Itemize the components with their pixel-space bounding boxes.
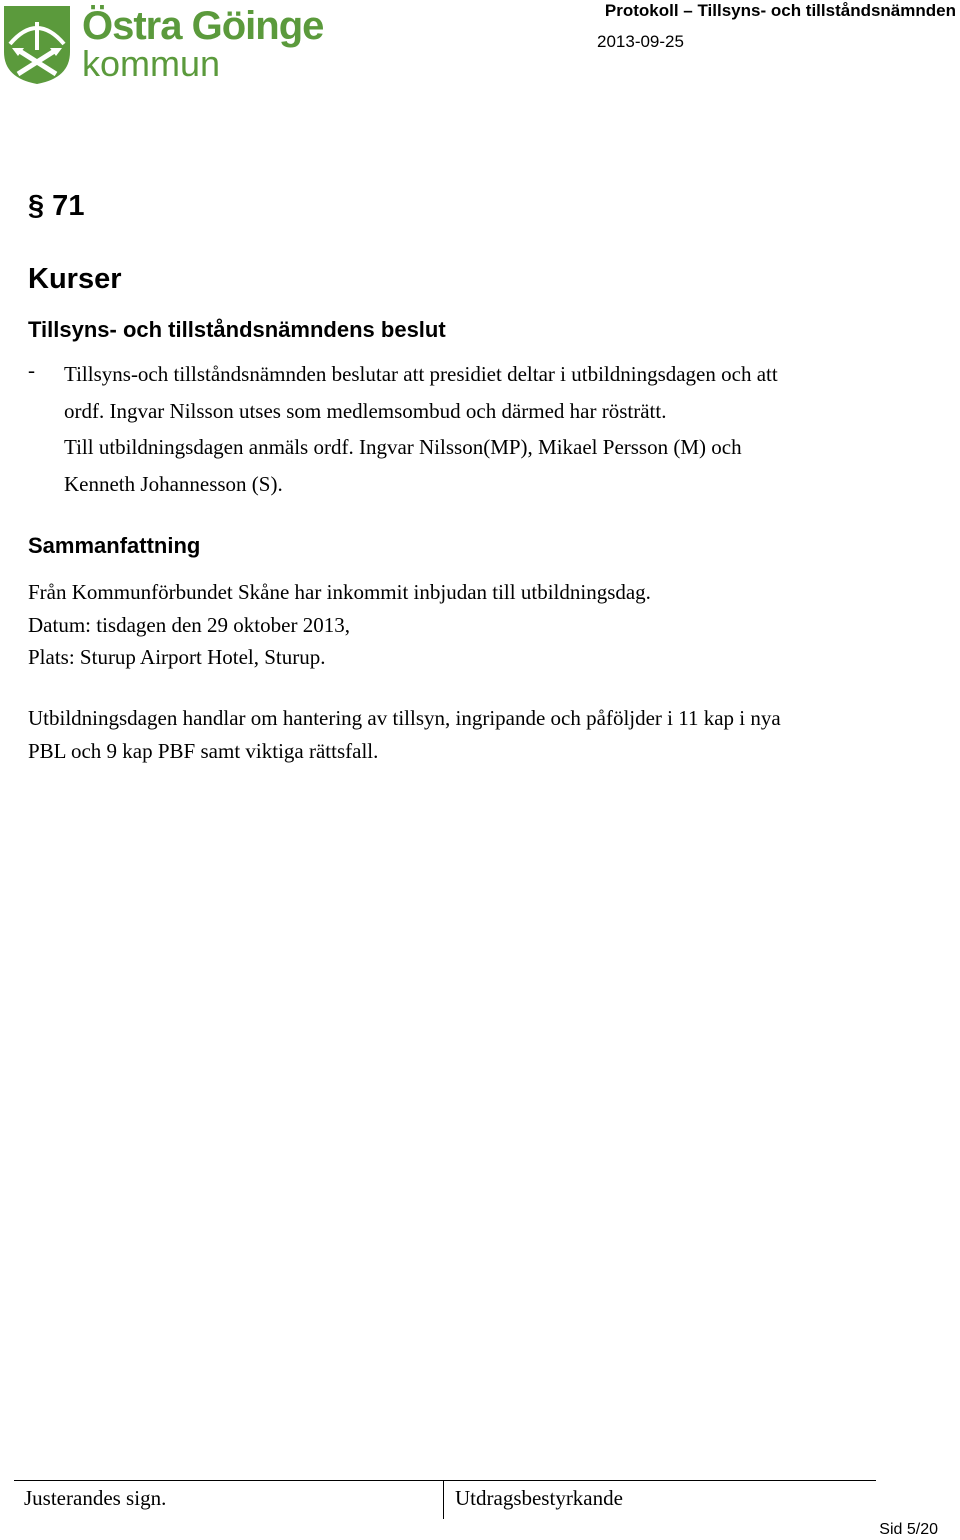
details-line: Utbildningsdagen handlar om hantering av tillsyn, ingripande och påföljder i 11 kap i nya — [28, 706, 781, 730]
decision-line: Till utbildningsdagen anmäls ordf. Ingvar Nilsson(MP), Mikael Persson (M) och — [64, 435, 742, 459]
summary-line: Plats: Sturup Airport Hotel, Sturup. — [28, 645, 326, 669]
summary-line: Datum: tisdagen den 29 oktober 2013, — [28, 612, 350, 637]
details-line: PBL och 9 kap PBF samt viktiga rättsfall. — [28, 738, 379, 763]
document-date: 2013-09-25 — [597, 32, 684, 51]
section-title: Kurser — [28, 263, 122, 295]
document-title: Protokoll – Tillsyns- och tillståndsnämnden — [604, 1, 956, 20]
brand-name — [82, 4, 323, 84]
decision-text — [64, 356, 924, 502]
signature-label: Justerandes sign. — [24, 1486, 167, 1510]
decision-line: Kenneth Johannesson (S). — [64, 471, 283, 496]
coat-of-arms-icon — [2, 4, 72, 86]
footer-rule — [14, 1480, 876, 1481]
summary-line: Från Kommunförbundet Skåne har inkommit inbjudan till utbildningsdag. — [28, 580, 651, 604]
summary-heading: Sammanfattning — [28, 533, 201, 558]
page-number: Sid 5/20 — [879, 1521, 938, 1538]
footer-divider — [443, 1481, 444, 1519]
brand-line-1: Östra Göinge — [82, 4, 324, 48]
decision-line: ordf. Ingvar Nilsson utses som medlemsombud och därmed har rösträtt. — [64, 398, 667, 423]
decision-heading: Tillsyns- och tillståndsnämndens beslut — [28, 317, 446, 342]
decision-line: Tillsyns-och tillståndsnämnden beslutar att presidiet deltar i utbildningsdagen och att — [64, 362, 778, 386]
details-text — [28, 702, 928, 767]
brand-line-2: kommun — [82, 43, 221, 84]
decision-bullet: - — [28, 358, 35, 382]
summary-text — [28, 576, 928, 674]
municipality-logo — [2, 4, 72, 86]
paragraph-number: § 71 — [28, 190, 85, 222]
certification-label: Utdragsbestyrkande — [455, 1486, 623, 1510]
